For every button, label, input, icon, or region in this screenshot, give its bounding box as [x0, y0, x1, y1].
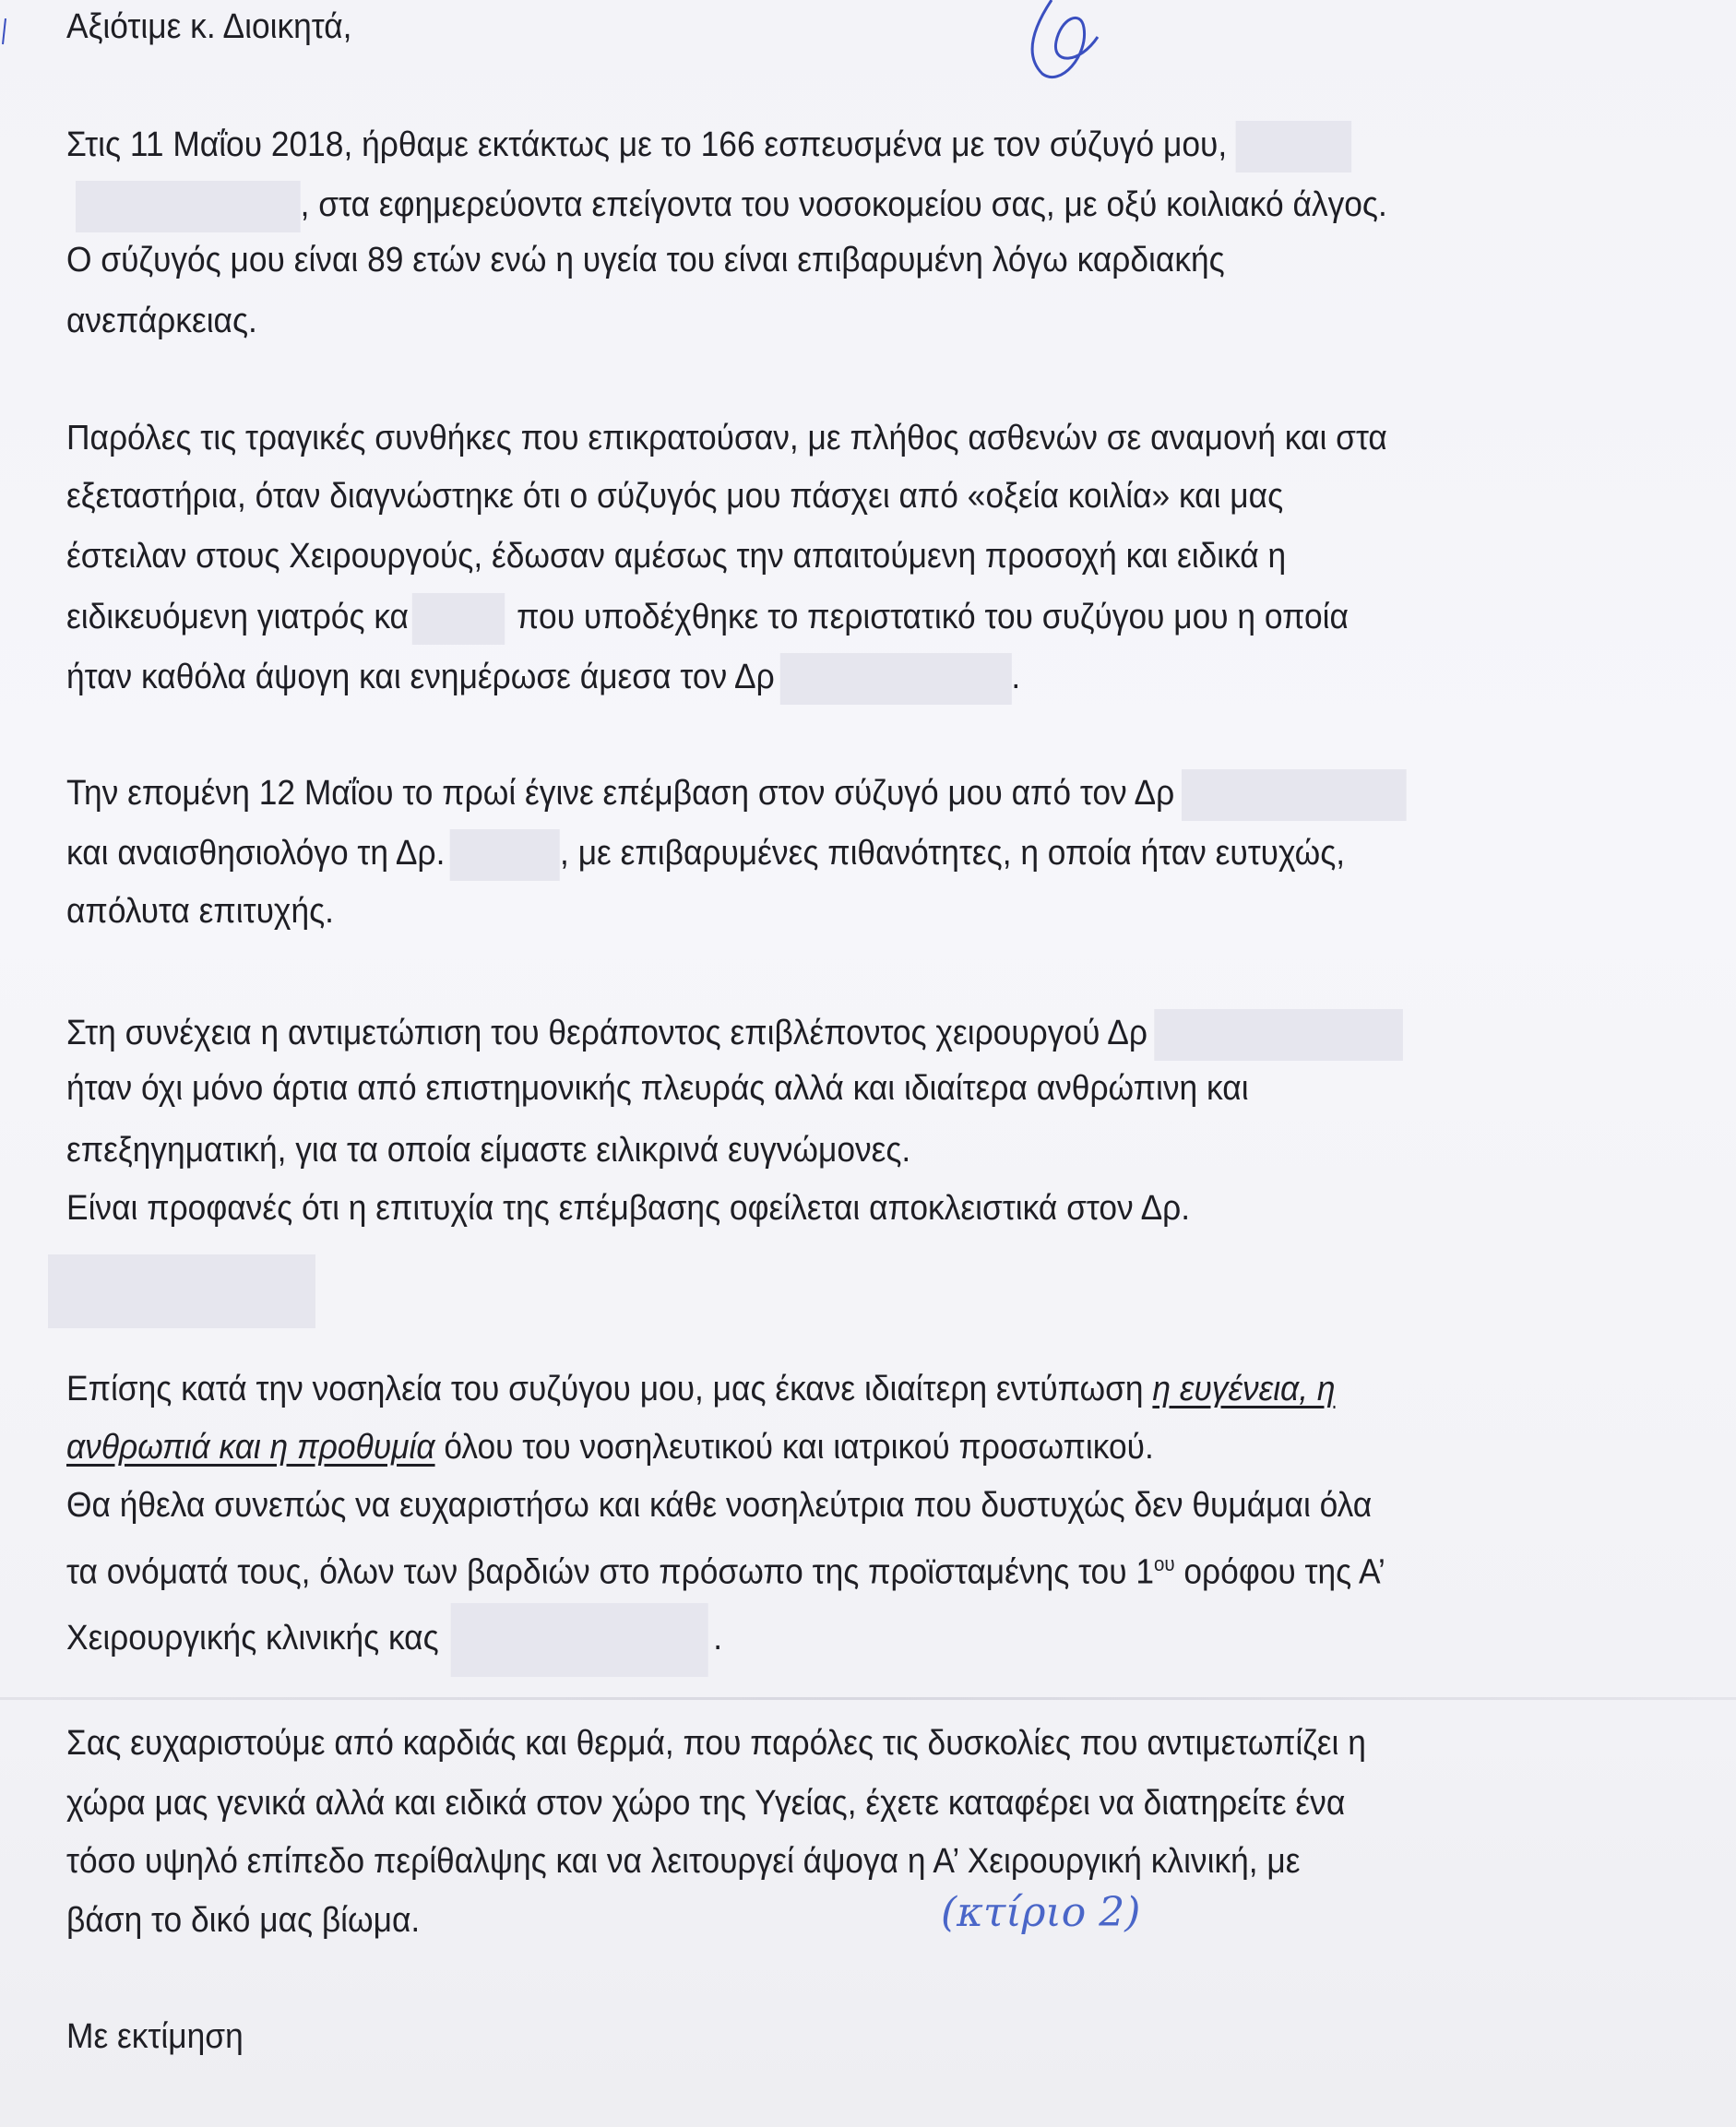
paper-fold — [0, 1697, 1736, 1700]
underlined-text: ανθρωπιά και η προθυμία — [66, 1428, 435, 1467]
signature-scribble-icon — [996, 0, 1144, 83]
text: . — [1011, 658, 1021, 697]
text: που υποδέχθηκε το περιστατικό του συζύγου μου η οποία — [517, 598, 1349, 637]
p5-line3: Θα ήθελα συνεπώς να ευχαριστήσω και κάθε νοσηλεύτρια που δυστυχώς δεν θυμάμαι όλα — [66, 1486, 1373, 1525]
p4-line2: ήταν όχι μόνο άρτια από επιστημονικής πλευράς αλλά και ιδιαίτερα ανθρώπινη και — [66, 1069, 1249, 1108]
text: τα ονόματά τους, όλων των βαρδιών στο πρόσωπο της προϊσταμένης του 1 — [66, 1552, 1155, 1592]
redaction — [412, 593, 505, 645]
p1-line3: Ο σύζυγός μου είναι 89 ετών ενώ η υγεία του είναι επιβαρυμένη λόγω καρδιακής — [66, 241, 1225, 279]
text: Επίσης κατά την νοσηλεία του συζύγου μου, μας έκανε ιδιαίτερη εντύπωση — [66, 1370, 1153, 1408]
text: και αναισθησιολόγο τη Δρ. — [66, 834, 446, 873]
redaction — [1182, 769, 1407, 821]
p3-line1 — [66, 769, 1406, 821]
p2-line2: εξεταστήρια, όταν διαγνώστηκε ότι ο σύζυγός μου πάσχει από «οξεία κοιλία» και μας — [66, 477, 1284, 516]
p6-line4: βάση το δικό μας βίωμα. — [66, 1901, 421, 1940]
text: Στις 11 Μαΐου 2018, ήρθαμε εκτάκτως με το 166 εσπευσμένα με τον σύζυγό μου, — [66, 125, 1228, 165]
p2-line1: Παρόλες τις τραγικές συνθήκες που επικρατούσαν, με πλήθος ασθενών σε αναμονή και στα — [66, 419, 1387, 457]
p5-line2 — [66, 1426, 1154, 1468]
p5-line5 — [66, 1603, 722, 1677]
text: , με επιβαρυμένες πιθανότητες, η οποία ήταν ευτυχώς, — [560, 834, 1346, 873]
p6-line2: χώρα μας γενικά αλλά και ειδικά στον χώρο της Υγείας, έχετε καταφέρει να διατηρείτε ένα — [66, 1784, 1346, 1823]
p2-line3: έστειλαν στους Χειρουργούς, έδωσαν αμέσως την απαιτούμενη προσοχή και ειδικά η — [66, 537, 1287, 576]
redaction — [779, 653, 1011, 705]
pen-mark-icon — [0, 18, 9, 46]
p1-line4: ανεπάρκειας. — [66, 302, 257, 340]
superscript: ου — [1154, 1552, 1175, 1575]
text: . — [713, 1619, 723, 1658]
text: Στη συνέχεια η αντιμετώπιση του θεράποντος επιβλέποντος χειρουργού Δρ — [66, 1014, 1147, 1053]
redaction — [48, 1254, 315, 1328]
p5-line1 — [66, 1368, 1335, 1410]
p3-line2 — [66, 829, 1345, 881]
p1-line1 — [66, 121, 1352, 172]
text: ειδικευόμενη γιατρός κα — [66, 598, 409, 637]
p3-line3: απόλυτα επιτυχής. — [66, 892, 334, 931]
text: ήταν καθόλα άψογη και ενημέρωσε άμεσα τον Δρ — [66, 658, 775, 697]
redaction — [1154, 1009, 1403, 1061]
redaction — [1236, 121, 1352, 172]
p4-line1 — [66, 1009, 1403, 1061]
redaction — [76, 181, 301, 232]
p5-line4 — [66, 1543, 1385, 1594]
p2-line5 — [66, 653, 1020, 705]
text: ορόφου της Α’ — [1174, 1552, 1385, 1592]
p6-line1: Σας ευχαριστούμε από καρδιάς και θερμά, που παρόλες τις δυσκολίες που αντιμετωπίζει η — [66, 1724, 1366, 1763]
text: όλου του νοσηλευτικού και ιατρικού προσωπικού. — [434, 1428, 1154, 1467]
p2-line4 — [66, 593, 1349, 645]
handwritten-note: (κτίριο 2) — [941, 1889, 1141, 1936]
p6-line3: τόσο υψηλό επίπεδο περίθαλψης και να λειτουργεί άψογα η Α’ Χειρουργική κλινική, με — [66, 1842, 1301, 1881]
redaction — [451, 1603, 708, 1677]
text: , στα εφημερεύοντα επείγοντα του νοσοκομείου σας, με οξύ κοιλιακό άλγος. — [300, 185, 1387, 225]
text: Χειρουργικής κλινικής κας — [66, 1619, 439, 1658]
text: Την επομένη 12 Μαΐου το πρωί έγινε επέμβαση στον σύζυγό μου από τον Δρ — [66, 774, 1175, 814]
p4-line3: επεξηγηματική, για τα οποία είμαστε ειλικρινά ευγνώμονες. — [66, 1131, 911, 1170]
underlined-text: η ευγένεια, η — [1152, 1370, 1336, 1408]
p4-line4: Είναι προφανές ότι η επιτυχία της επέμβασης οφείλεται αποκλειστικά στον Δρ. — [66, 1189, 1191, 1228]
closing: Με εκτίμηση — [66, 2017, 244, 2056]
greeting: Αξιότιμε κ. Διοικητά, — [66, 7, 352, 46]
p1-line2 — [76, 181, 1387, 232]
redaction — [450, 829, 560, 881]
